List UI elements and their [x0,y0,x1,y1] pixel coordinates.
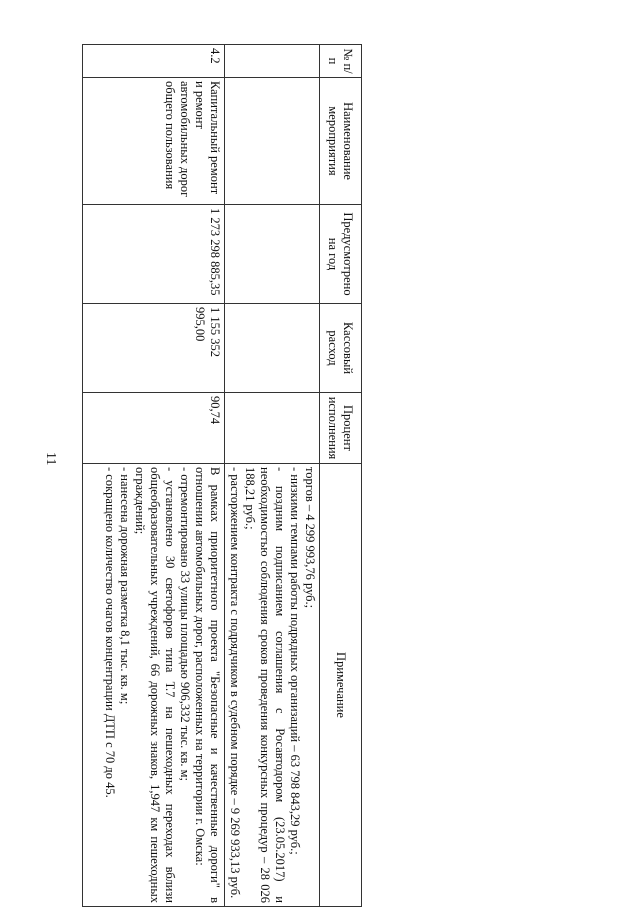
rotated-table-wrapper [82,44,362,903]
table-row [83,45,225,907]
header-percent: Процент исполнения [320,393,362,464]
cell-percent: 90,74 [83,393,225,464]
cell-plan: 1 273 298 885,35 [83,205,225,304]
note-line: - установлено 30 светофоров типа Т.7 на пешеходных переходах вблизи общеобразовательных учреждений, 66 дорожных знаков, 1,947 км пешеходных ограждений; [133,467,177,903]
cell-name [225,78,320,205]
note-line: - низкими темпами работы подрядных организаций – 63 798 843,29 руб.; [288,467,302,855]
cell-name: Капитальный ремонт и ремонт автомобильных дорог общего пользования [83,78,225,205]
cell-spent: 1 155 352 995,00 [83,304,225,393]
note-line: торгов – 4 299 993,76 руб.; [303,467,317,609]
page-number: 11 [43,452,58,466]
report-table [82,44,362,907]
cell-note [225,464,320,907]
note-line: - поздним подписанием соглашения с Росавтодором (23.05.2017) и необходимостью соблюдения сроков проведения конкурсных процедур – 28 026 188,21 руб.; [243,467,287,903]
note-line: - нанесена дорожная разметка 8,1 тыс. кв. м; [118,467,132,705]
header-name: Наименование мероприятия [320,78,362,205]
table-row [225,45,320,907]
cell-num [225,45,320,78]
cell-plan [225,205,320,304]
header-note: Примечание [320,464,362,907]
note-line: В рамках приоритетного проекта "Безопасные и качественные дороги" в отношении автомобильных дорог, расположенных на территории г. Омска: [193,467,222,903]
cell-percent [225,393,320,464]
header-spent: Кассовый расход [320,304,362,393]
header-plan: Предусмотрено на год [320,205,362,304]
cell-spent [225,304,320,393]
note-line: - отремонтировано 33 улицы площадью 906,332 тыс. кв. м; [178,467,192,781]
header-num: № п/п [320,45,362,78]
cell-num: 4.2 [83,45,225,78]
cell-note [83,464,225,907]
table-header-row [320,45,362,907]
note-line: - сокращено количество очагов концентрации ДТП с 70 до 45. [103,467,117,798]
note-line: - расторжением контракта с подрядчиком в судебном порядке – 9 269 933,13 руб. [228,467,242,899]
